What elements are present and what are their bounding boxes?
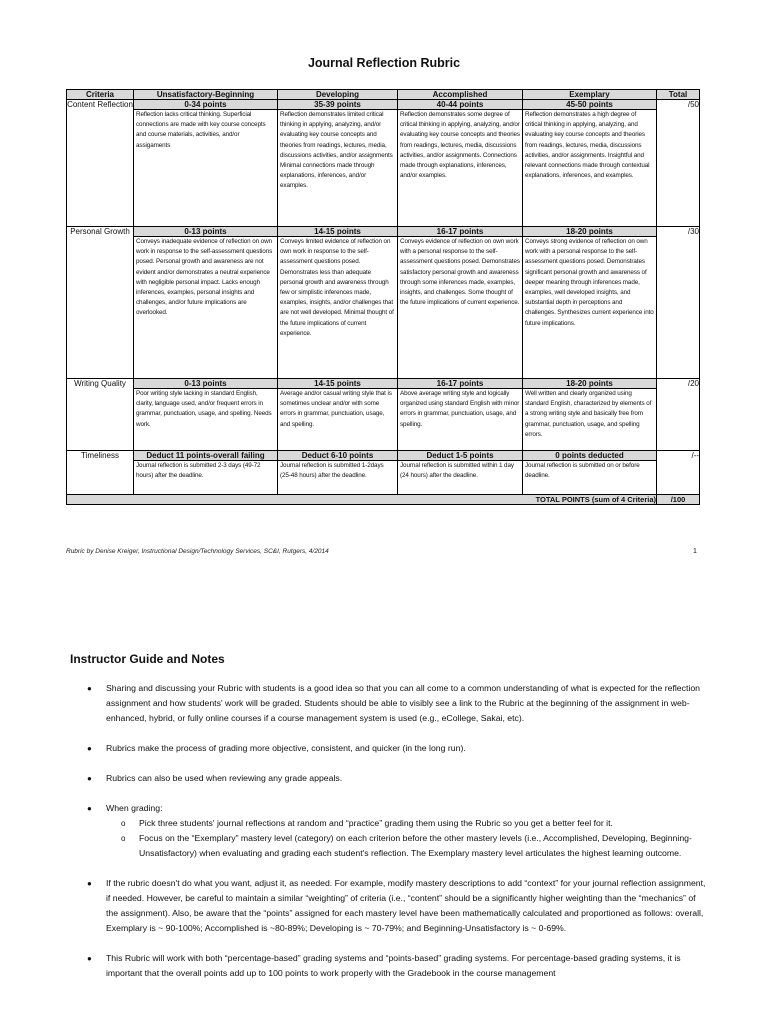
cell-description: Reflection demonstrates some degree of critical thinking in applying, analyzing, and/or evaluating key course concepts and theories from readings, lectures, media, discussions activities, and/or assignments. Connections made through explanations, inferences, and/or examples.: [400, 111, 520, 180]
list-item: [70, 771, 710, 786]
header-developing: Developing: [278, 90, 398, 100]
cell-description: Reflection demonstrates a high degree of critical thinking in applying, analyzing, and evaluating key course concepts and theories from readings, lectures, media, discussions activities, and/or assignments. Insightful and relevant connections made through contextual explanations, inferences, and examples.: [525, 111, 650, 180]
points-label: Deduct 6-10 points: [278, 451, 397, 461]
cell-description: Journal reflection is submitted 2-3 days (49-72 hours) after the deadline.: [136, 462, 261, 480]
cell-description: Conveys strong evidence of reflection on own work with a personal response to the self-assessment questions posed. Demonstrates significant personal growth and awareness of deeper meaning through inferences made, examples, well developed insights, and substantial depth in perceptions and challenges. Synthesizes current experience into future implications.: [525, 238, 654, 327]
header-total: Total: [657, 90, 700, 100]
cell-description: Journal reflection is submitted 1-2days (25-48 hours) after the deadline.: [280, 462, 384, 480]
cell-description: Journal reflection is submitted on or before deadline.: [525, 462, 640, 480]
header-exemplary: Exemplary: [523, 90, 657, 100]
rubric-cell: [278, 100, 398, 227]
total-row: [67, 495, 700, 505]
criterion-label: Timeliness: [67, 451, 134, 495]
guide-notes: [70, 681, 710, 996]
row-total: /50: [657, 100, 700, 227]
row-total: /--: [657, 451, 700, 495]
points-label: 35-39 points: [278, 100, 397, 110]
bullet-icon: ●: [87, 954, 92, 963]
criterion-label: Personal Growth: [67, 227, 134, 379]
guide-heading: Instructor Guide and Notes: [70, 652, 225, 666]
bullet-icon: ●: [87, 684, 92, 693]
table-row: [67, 379, 700, 451]
total-points-label: TOTAL POINTS (sum of 4 Criteria): [67, 495, 657, 505]
rubric-cell: [523, 100, 657, 227]
sub-list-item: [106, 816, 710, 831]
header-accomplished: Accomplished: [398, 90, 523, 100]
rubric-cell: [398, 100, 523, 227]
sub-list-item: [106, 831, 710, 861]
points-label: 0-34 points: [134, 100, 277, 110]
criterion-label: Content Reflection: [67, 100, 134, 227]
list-item: [70, 876, 710, 936]
rubric-cell: [398, 379, 523, 451]
document-title: Journal Reflection Rubric: [307, 56, 461, 70]
cell-description: Well written and clearly organized using standard English, characterized by elements of a strong writing style and basically free from grammar, punctuation, usage, and spelling errors.: [525, 390, 652, 438]
page-number: 1: [693, 548, 697, 555]
points-label: 0 points deducted: [523, 451, 656, 461]
row-total: /30: [657, 227, 700, 379]
header-unsatisfactory: Unsatisfactory-Beginning: [134, 90, 278, 100]
cell-description: Conveys evidence of reflection on own work with a personal response to the self-assessment questions posed. Demonstrates satisfactory personal growth and awareness through some inferences made, examples, insights, and challenges. Some thought of the future implications of current experience.: [400, 238, 520, 307]
points-label: 16-17 points: [398, 379, 522, 389]
points-label: Deduct 11 points-overall failing: [134, 451, 277, 461]
rubric-cell: [398, 451, 523, 495]
total-points-value: /100: [657, 495, 700, 505]
rubric-cell: [134, 100, 278, 227]
rubric-cell: [523, 227, 657, 379]
cell-description: Reflection demonstrates limited critical thinking in applying, analyzing, and/or evaluating key course concepts and theories from readings, lectures, media, discussions activities, and/or assignments Minimal connections made through explanations, inferences, and/or examples.: [280, 111, 393, 190]
note-text: If the rubric doesn't do what you want, adjust it, as needed. For example, modify mastery descriptions to add “context” for your journal reflection assignment, if needed. However, be careful to maintain a similar “weighting” of criteria (i.e., “content” should be a significantly higher weighting than the “mechanics” of the assignment). Also, be aware that the “points” assigned for each mastery level have been mathematically calculated and proportioned as follows: overall, Exemplary is ~ 90-100%; Accomplished is ~80-89%; Developing is ~ 70-79%; and Beginning-Unsatisfactory is ~ 0-69%.: [106, 878, 706, 933]
rubric-cell: [523, 451, 657, 495]
cell-description: Average and/or casual writing style that is sometimes unclear and/or with some errors in grammar, punctuation, usage, and spelling.: [280, 390, 392, 428]
points-label: 0-13 points: [134, 227, 277, 237]
list-item: [70, 951, 710, 981]
cell-description: Journal reflection is submitted within 1 day (24 hours) after the deadline.: [400, 462, 514, 480]
rubric-cell: [523, 379, 657, 451]
points-label: 14-15 points: [278, 379, 397, 389]
rubric-cell: [134, 227, 278, 379]
header-row: [67, 90, 700, 100]
rubric-credit: Rubric by Denise Kreiger, Instructional Design/Technology Services, SC&I, Rutgers, 4/2014: [66, 548, 329, 555]
cell-description: Conveys inadequate evidence of reflection on own work in response to the self-assessment questions posed. Personal growth and awareness are not evident and/or demonstrates a neutral experience with negligible personal impact. Lacks enough inferences, examples, personal insights and challenges, and/or future implications are overlooked.: [136, 238, 273, 317]
bullet-icon: ●: [87, 774, 92, 783]
cell-description: Above average writing style and logically organized using standard English with minor errors in grammar, punctuation, usage, and spelling.: [400, 390, 520, 428]
row-total: /20: [657, 379, 700, 451]
list-item: [70, 801, 710, 861]
rubric-table: [66, 89, 700, 505]
circle-bullet-icon: o: [121, 834, 126, 843]
bullet-icon: ●: [87, 804, 92, 813]
points-label: 18-20 points: [523, 227, 656, 237]
table-row: [67, 100, 700, 227]
table-row: [67, 451, 700, 495]
note-text: This Rubric will work with both “percentage-based” grading systems and “points-based” grading systems. For percentage-based grading systems, it is important that the overall points add up to 100 points to work properly with the Gradebook in the course management: [106, 953, 681, 978]
note-text: Rubrics make the process of grading more objective, consistent, and quicker (in the long run).: [106, 743, 466, 753]
points-label: 0-13 points: [134, 379, 277, 389]
points-label: 45-50 points: [523, 100, 656, 110]
subnote-text: Focus on the “Exemplary” mastery level (category) on each criterion before the other mastery levels (i.e., Accomplished, Developing, Beginning-Unsatisfactory) when evaluating and grading each student's reflection. The Exemplary mastery level articulates the highest learning outcome.: [139, 833, 692, 858]
bullet-icon: ●: [87, 879, 92, 888]
rubric-cell: [134, 379, 278, 451]
note-text: Rubrics can also be used when reviewing any grade appeals.: [106, 773, 343, 783]
header-criteria: Criteria: [67, 90, 134, 100]
points-label: 14-15 points: [278, 227, 397, 237]
rubric-cell: [134, 451, 278, 495]
bullet-icon: ●: [87, 744, 92, 753]
note-text: Sharing and discussing your Rubric with students is a good idea so that you can all come to a common understanding of what is expected for the reflection assignment and how students' work will be graded. Students should be able to visibly see a link to the Rubric at the beginning of the assignment in web-enhanced, hybrid, or fully online courses if a course management system is used (e.g., eCollege, Sakai, etc).: [106, 683, 700, 723]
points-label: 40-44 points: [398, 100, 522, 110]
cell-description: Conveys limited evidence of reflection on own work in response to the self-assessment questions posed. Demonstrates less than adequate personal growth and awareness through few or simplistic inferences made, examples, insights, and/or challenges that are not well developed. Minimal thought of the future implications of current experience.: [280, 238, 394, 337]
points-label: 18-20 points: [523, 379, 656, 389]
table-row: [67, 227, 700, 379]
cell-description: Poor writing style lacking in standard English, clarity, language used, and/or frequent errors in grammar, punctuation, usage, and spelling. Needs work.: [136, 390, 272, 428]
list-item: [70, 681, 710, 726]
cell-description: Reflection lacks critical thinking. Superficial connections are made with key course concepts and course materials, activities, and/or assigaments: [136, 111, 266, 149]
rubric-cell: [278, 379, 398, 451]
subnote-text: Pick three students' journal reflections at random and “practice” grading them using the Rubric so you get a better feel for it.: [139, 818, 613, 828]
rubric-cell: [278, 227, 398, 379]
criterion-label: Writing Quality: [67, 379, 134, 451]
list-item: [70, 741, 710, 756]
circle-bullet-icon: o: [121, 819, 126, 828]
points-label: 16-17 points: [398, 227, 522, 237]
rubric-cell: [398, 227, 523, 379]
rubric-cell: [278, 451, 398, 495]
note-text: When grading:: [106, 803, 163, 813]
points-label: Deduct 1-5 points: [398, 451, 522, 461]
